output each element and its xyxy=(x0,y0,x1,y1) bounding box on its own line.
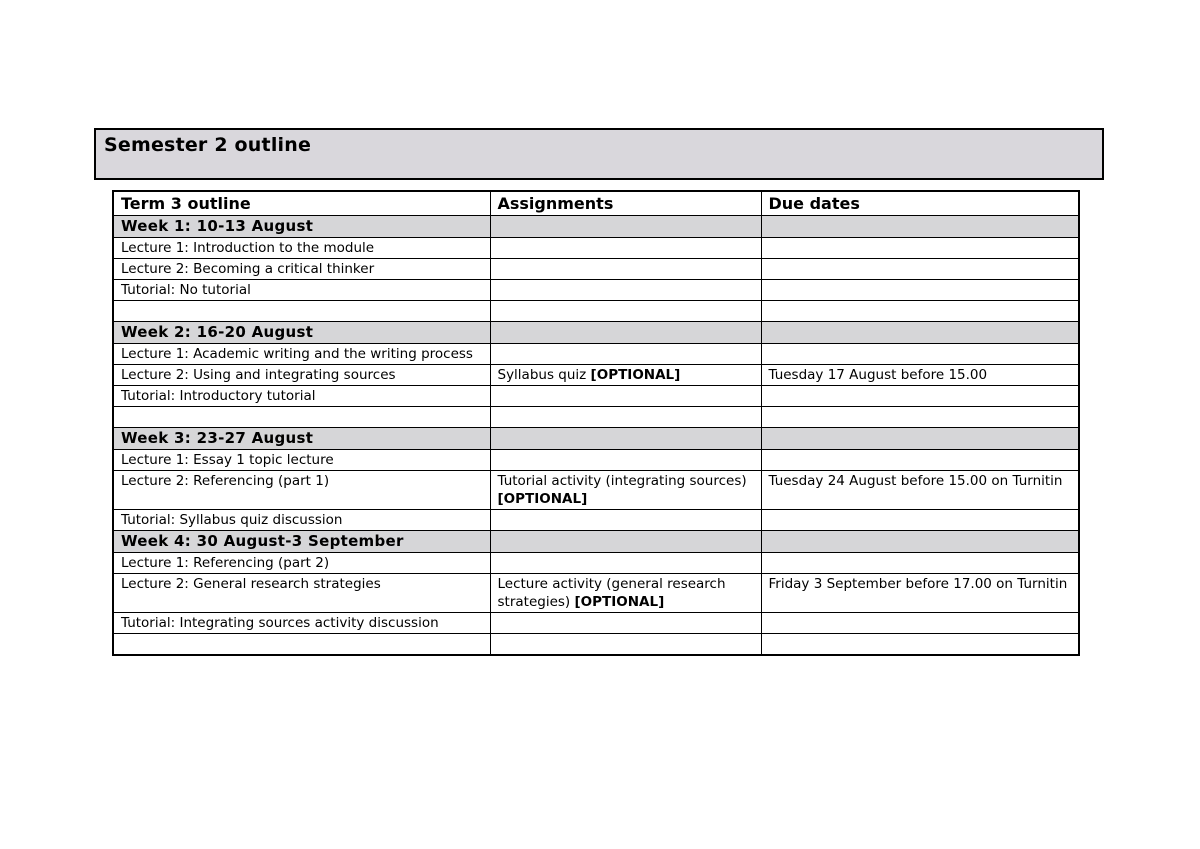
table-row xyxy=(113,386,1079,407)
due-date-cell xyxy=(761,216,1079,238)
assignment-cell xyxy=(490,471,761,510)
assignment-cell xyxy=(490,574,761,613)
assignment-cell xyxy=(490,407,761,428)
due-date-cell-text: Tuesday 17 August before 15.00 xyxy=(768,367,988,383)
term-cell xyxy=(113,280,490,301)
term-cell xyxy=(113,471,490,510)
term-cell xyxy=(113,238,490,259)
table-row xyxy=(113,574,1079,613)
term-cell-text: Lecture 2: General research strategies xyxy=(121,576,381,592)
assignment-cell xyxy=(490,386,761,407)
term-cell xyxy=(113,613,490,634)
term-cell-text: Lecture 2: Using and integrating sources xyxy=(121,367,396,383)
table-row xyxy=(113,238,1079,259)
due-date-cell xyxy=(761,259,1079,280)
term-cell xyxy=(113,407,490,428)
week-header-row xyxy=(113,322,1079,344)
blank-row xyxy=(113,301,1079,322)
assignment-cell xyxy=(490,216,761,238)
term-cell xyxy=(113,259,490,280)
term-cell-text: Lecture 1: Academic writing and the writing process xyxy=(121,346,473,362)
term-cell-text: Week 4: 30 August-3 September xyxy=(121,532,404,550)
term-cell xyxy=(113,553,490,574)
table-body xyxy=(113,216,1079,656)
column-header-due-dates: Due dates xyxy=(761,191,1079,216)
blank-row xyxy=(113,634,1079,656)
term-cell-text: Tutorial: Introductory tutorial xyxy=(121,388,316,404)
term-cell xyxy=(113,322,490,344)
assignment-cell xyxy=(490,531,761,553)
assignment-cell xyxy=(490,428,761,450)
table-row xyxy=(113,365,1079,386)
due-date-cell xyxy=(761,613,1079,634)
assignment-cell-text: Tutorial activity (integrating sources) xyxy=(497,473,747,489)
table-row xyxy=(113,553,1079,574)
table-row xyxy=(113,280,1079,301)
term-cell xyxy=(113,428,490,450)
assignment-cell xyxy=(490,365,761,386)
term-cell-text: Tutorial: Syllabus quiz discussion xyxy=(121,512,343,528)
column-header-assignments: Assignments xyxy=(490,191,761,216)
term-cell-text: Tutorial: No tutorial xyxy=(121,282,251,298)
term-cell-text: Lecture 1: Referencing (part 2) xyxy=(121,555,330,571)
term-cell-text: Lecture 1: Essay 1 topic lecture xyxy=(121,452,334,468)
assignment-cell xyxy=(490,553,761,574)
assignment-cell xyxy=(490,344,761,365)
due-date-cell xyxy=(761,510,1079,531)
assignment-cell xyxy=(490,322,761,344)
blank-row xyxy=(113,407,1079,428)
term-cell-text: Week 3: 23-27 August xyxy=(121,429,314,447)
term-cell xyxy=(113,301,490,322)
assignment-cell xyxy=(490,613,761,634)
assignment-cell xyxy=(490,301,761,322)
table-row xyxy=(113,510,1079,531)
due-date-cell xyxy=(761,553,1079,574)
optional-tag: [OPTIONAL] xyxy=(574,594,665,610)
term-outline-table xyxy=(112,190,1080,656)
due-date-cell xyxy=(761,428,1079,450)
term-cell-text: Week 2: 16-20 August xyxy=(121,323,314,341)
due-date-cell xyxy=(761,322,1079,344)
due-date-cell xyxy=(761,238,1079,259)
table-row xyxy=(113,471,1079,510)
assignment-cell-text: Lecture activity (general research strategies) xyxy=(497,576,726,610)
table-row xyxy=(113,344,1079,365)
table-row xyxy=(113,613,1079,634)
due-date-cell xyxy=(761,365,1079,386)
due-date-cell xyxy=(761,301,1079,322)
week-header-row xyxy=(113,531,1079,553)
week-header-row xyxy=(113,216,1079,238)
due-date-cell xyxy=(761,471,1079,510)
table-row xyxy=(113,259,1079,280)
due-date-cell-text: Friday 3 September before 17.00 on Turnitin xyxy=(768,576,1068,592)
due-date-cell xyxy=(761,344,1079,365)
term-cell xyxy=(113,216,490,238)
assignment-cell xyxy=(490,510,761,531)
term-cell xyxy=(113,365,490,386)
term-cell-text: Lecture 2: Becoming a critical thinker xyxy=(121,261,375,277)
table-header-row xyxy=(113,191,1079,216)
due-date-cell xyxy=(761,450,1079,471)
term-cell xyxy=(113,634,490,656)
assignment-cell xyxy=(490,259,761,280)
semester-title-box xyxy=(94,128,1104,180)
due-date-cell-text: Tuesday 24 August before 15.00 on Turnitin xyxy=(768,473,1063,489)
table-row xyxy=(113,450,1079,471)
optional-tag: [OPTIONAL] xyxy=(497,491,588,507)
due-date-cell xyxy=(761,634,1079,656)
assignment-cell xyxy=(490,634,761,656)
term-cell xyxy=(113,510,490,531)
due-date-cell xyxy=(761,531,1079,553)
term-cell-text: Lecture 1: Introduction to the module xyxy=(121,240,375,256)
due-date-cell xyxy=(761,407,1079,428)
page-title: Semester 2 outline xyxy=(104,134,312,156)
assignment-cell-text: Syllabus quiz xyxy=(497,367,591,383)
week-header-row xyxy=(113,428,1079,450)
assignment-cell xyxy=(490,238,761,259)
term-cell-text: Week 1: 10-13 August xyxy=(121,217,314,235)
term-cell xyxy=(113,531,490,553)
column-header-term: Term 3 outline xyxy=(113,191,490,216)
term-cell xyxy=(113,386,490,407)
term-cell xyxy=(113,450,490,471)
term-cell-text: Tutorial: Integrating sources activity discussion xyxy=(121,615,439,631)
assignment-cell xyxy=(490,450,761,471)
optional-tag: [OPTIONAL] xyxy=(590,367,681,383)
term-cell xyxy=(113,574,490,613)
term-cell-text: Lecture 2: Referencing (part 1) xyxy=(121,473,330,489)
term-cell xyxy=(113,344,490,365)
due-date-cell xyxy=(761,386,1079,407)
assignment-cell xyxy=(490,280,761,301)
due-date-cell xyxy=(761,280,1079,301)
due-date-cell xyxy=(761,574,1079,613)
